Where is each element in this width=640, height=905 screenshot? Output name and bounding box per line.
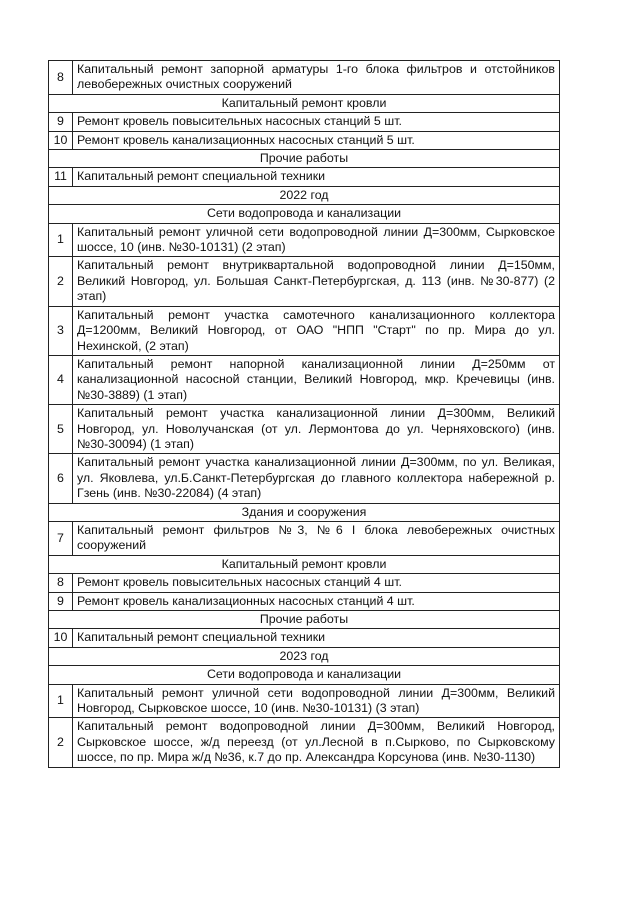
section-header-row: [49, 611, 560, 629]
table-row: [49, 521, 560, 555]
table-row: [49, 131, 560, 149]
section-heading: Прочие работы: [49, 611, 560, 629]
row-description: Капитальный ремонт уличной сети водопроводной линии Д=300мм, Сырковское шоссе, 10 (инв. №30-10131) (2 этап): [73, 223, 560, 257]
row-number: 6: [49, 454, 73, 503]
works-table-body: [49, 61, 560, 768]
row-description: Капитальный ремонт участка канализационной линии Д=300мм, по ул. Великая, ул. Яковлева, ул.Б.Санкт-Петербургская до главного коллектора набережной р. Гзень (инв. №30-22084) (4 этап): [73, 454, 560, 503]
table-row: [49, 306, 560, 355]
row-number: 2: [49, 718, 73, 767]
section-header-row: [49, 94, 560, 112]
table-row: [49, 454, 560, 503]
row-description: Ремонт кровель повысительных насосных станций 4 шт.: [73, 574, 560, 592]
row-number: 1: [49, 684, 73, 718]
row-description: Капитальный ремонт напорной канализационной линии Д=250мм от канализационной насосной станции, Великий Новгород, мкр. Кречевицы (инв. №30-3889) (1 этап): [73, 355, 560, 404]
table-row: [49, 257, 560, 306]
year-heading: 2022 год: [49, 186, 560, 204]
table-row: [49, 223, 560, 257]
table-row: [49, 718, 560, 767]
row-description: Капитальный ремонт внутриквартальной водопроводной линии Д=150мм, Великий Новгород, ул. Большая Санкт-Петербургская, д. 113 (инв. №30-877) (2 этап): [73, 257, 560, 306]
row-number: 5: [49, 405, 73, 454]
row-number: 1: [49, 223, 73, 257]
table-row: [49, 355, 560, 404]
section-header-row: [49, 555, 560, 573]
works-table: [48, 60, 560, 768]
table-row: [49, 405, 560, 454]
table-row: [49, 168, 560, 186]
section-heading: Прочие работы: [49, 150, 560, 168]
section-heading: Сети водопровода и канализации: [49, 205, 560, 223]
row-description: Ремонт кровель повысительных насосных станций 5 шт.: [73, 113, 560, 131]
table-row: [49, 629, 560, 647]
row-description: Капитальный ремонт участка канализационной линии Д=300мм, Великий Новгород, ул. Новолучанская (от ул. Лермонтова до ул. Черняховского) (инв. №30-30094) (1 этап): [73, 405, 560, 454]
table-row: [49, 684, 560, 718]
row-description: Ремонт кровель канализационных насосных станций 4 шт.: [73, 592, 560, 610]
row-number: 3: [49, 306, 73, 355]
section-header-row: [49, 503, 560, 521]
row-description: Ремонт кровель канализационных насосных станций 5 шт.: [73, 131, 560, 149]
row-description: Капитальный ремонт специальной техники: [73, 629, 560, 647]
section-heading: Капитальный ремонт кровли: [49, 555, 560, 573]
table-row: [49, 574, 560, 592]
row-number: 10: [49, 131, 73, 149]
section-heading: Здания и сооружения: [49, 503, 560, 521]
row-number: 8: [49, 574, 73, 592]
row-number: 2: [49, 257, 73, 306]
year-header-row: [49, 647, 560, 665]
table-row: [49, 113, 560, 131]
section-header-row: [49, 666, 560, 684]
row-number: 9: [49, 592, 73, 610]
row-number: 8: [49, 61, 73, 95]
row-description: Капитальный ремонт участка самотечного канализационного коллектора Д=1200мм, Великий Новгород, от ОАО "НПП "Старт" по пр. Мира до ул. Нехинской, (2 этап): [73, 306, 560, 355]
section-header-row: [49, 205, 560, 223]
row-number: 10: [49, 629, 73, 647]
section-heading: Сети водопровода и канализации: [49, 666, 560, 684]
section-header-row: [49, 150, 560, 168]
row-description: Капитальный ремонт уличной сети водопроводной линии Д=300мм, Великий Новгород, Сырковское шоссе, 10 (инв. №30-10131) (3 этап): [73, 684, 560, 718]
row-number: 11: [49, 168, 73, 186]
row-description: Капитальный ремонт запорной арматуры 1-го блока фильтров и отстойников левобережных очистных сооружений: [73, 61, 560, 95]
row-number: 9: [49, 113, 73, 131]
year-header-row: [49, 186, 560, 204]
row-number: 4: [49, 355, 73, 404]
year-heading: 2023 год: [49, 647, 560, 665]
row-description: Капитальный ремонт фильтров №3, №6 I блока левобережных очистных сооружений: [73, 521, 560, 555]
section-heading: Капитальный ремонт кровли: [49, 94, 560, 112]
row-description: Капитальный ремонт водопроводной линии Д=300мм, Великий Новгород, Сырковское шоссе, ж/д переезд (от ул.Лесной в п.Сырково, по Сырковскому шоссе, по пр. Мира ж/д №36, к.7 до пр. Александра Корсунова (инв. №30-1130): [73, 718, 560, 767]
table-row: [49, 592, 560, 610]
row-number: 7: [49, 521, 73, 555]
table-row: [49, 61, 560, 95]
row-description: Капитальный ремонт специальной техники: [73, 168, 560, 186]
